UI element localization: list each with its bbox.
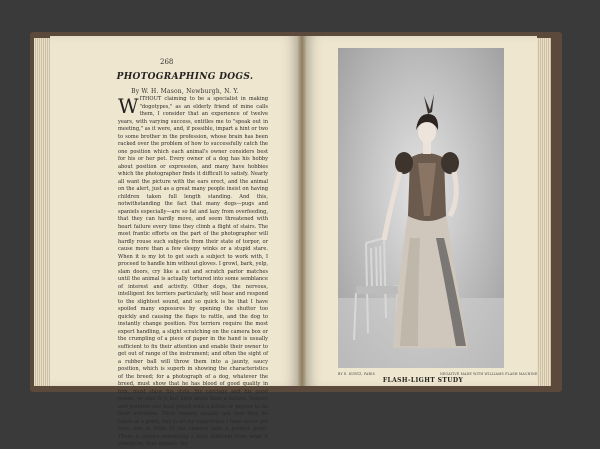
page-edges-right <box>537 38 551 386</box>
negative-credit: NEGATIVE MADE WITH WILLIAMS FLASH MACHINE <box>440 372 538 376</box>
book-gutter <box>298 36 306 386</box>
drop-cap: W <box>118 94 139 118</box>
article-body <box>118 94 268 447</box>
flash-light-photograph <box>338 48 504 368</box>
page-number: 268 <box>160 58 174 66</box>
photo-credit: BY E. KURTZ, PARIS <box>338 372 375 376</box>
article-title: PHOTOGRAPHING DOGS. <box>116 72 254 82</box>
page-edges-left <box>34 38 50 386</box>
article-byline: By W. H. Mason, Newburgh, N. Y. <box>131 88 239 95</box>
photo-caption: FLASH-LIGHT STUDY <box>382 377 464 384</box>
article-text: ITHOUT claiming to be a specialist in making "dogotypes," as an elderly friend of mine calls them, I consider that an experience of twelve years, with varying success, entitles me to "speak out in meeting," as it were, and, if possible, impart a hint or two to some brother in the profession, whose brain has been racked over the problem of how to successfully catch the one position which each animal's owner considers best for his or her pet. Every owner of a dog has his hobby about position or expression, and many have hobbies which the photographer finds it difficult to satisfy. Nearly all want the picture with the ears erect, and the animal on the alert, just as a great many people insist on having children taken full length standing. And this, notwithstanding the fact that many dogs—pugs and spaniels especially—are so fat and lazy from overfeeding, that they can hardly move, and seem threatened with heart failure every time they climb a flight of stairs. The most frantic efforts on the part of the photographer will hardly rouse such subjects from their state of torpor, or cause more than a few sleepy winks or a stupid stare. When it is my lot to get such a subject to work with, I proceed to handle him without gloves. I growl, bark, yelp, slam doors, cry like a cat and scratch parlor matches until the animal is actually tortured into some semblance of interest and activity. Other dogs, the nervous, intelligent fox terriers particularly, will hear and respond to the slightest sound, and so quick is he that I have spoiled many exposures by opening the shutter too quickly and causing the flaps to rattle, and the dog to instantly change position. Fox terriers require the most expert handling, a slight scratching on the camera box or the crumpling of a piece of paper in the hand is usually sufficient to fix their attention and enable their owner to get out of range of the instrument; and often the sight of a rubber ball will throw them into a jaunty, saucy position, which is superb in showing the characteristics of the breed; for a photograph of a dog, whatever the breed, must show that he has blood of good quality in him, must show his style, his carriage and his good points, or else it is but little more than a failure. Setters and pointers are best posed with a kitten or pigeon to fix their attention. Their owners usually ask that they be taken at a point, but in all my experience I have never yet seen one in front of the camera take a perfect point. There is always something a little different from what it should be, that impairs the <box>118 96 268 447</box>
